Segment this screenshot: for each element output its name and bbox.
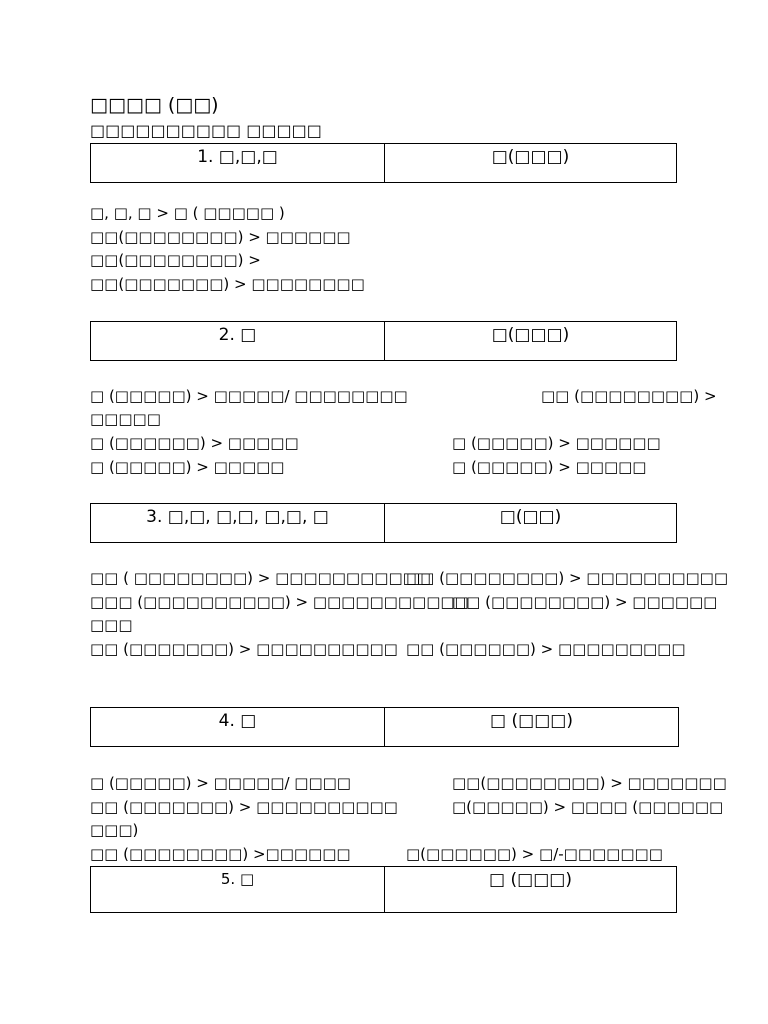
section-4-line-1: □ (□□□□□) > □□□□□/ □□□□ xyxy=(90,774,351,792)
section-1-left-cell: 1. □,□,□ xyxy=(197,147,278,167)
section-4-right-cell: □ (□□□) xyxy=(384,708,678,746)
section-2-right-cell: □(□□□) xyxy=(384,322,676,360)
section-4-header xyxy=(90,707,679,747)
section-3-line-4: □□ (□□□□□□□□) > □□□□□□ xyxy=(452,593,718,611)
section-4-line-6: □□ (□□□□□□□□) >□□□□□□ xyxy=(90,845,351,863)
section-3-header xyxy=(90,503,677,543)
section-3-line-2: □□ (□□□□□□□□) > □□□□□□□□□□ xyxy=(406,569,729,587)
section-2-line-4: □ (□□□□□□) > □□□□□ xyxy=(90,434,299,452)
section-2-line-1: □ (□□□□□) > □□□□□/ □□□□□□□□ xyxy=(90,387,408,405)
section-1-line-1: □, □, □ > □ ( □□□□□ ) xyxy=(90,204,285,222)
section-4-line-4: □(□□□□□) > □□□□ (□□□□□□ xyxy=(452,798,724,816)
section-3-line-1: □□ ( □□□□□□□□) > □□□□□□□□□□□ xyxy=(90,569,431,587)
section-1-line-4: □□(□□□□□□□) > □□□□□□□□ xyxy=(90,275,365,293)
section-5-left-cell: 5. □ xyxy=(220,870,255,888)
section-2-line-7: □ (□□□□□) > □□□□□ xyxy=(452,458,647,476)
section-1-header xyxy=(90,143,677,183)
section-4-line-5: □□□) xyxy=(90,821,139,839)
section-4-left-cell: 4. □ xyxy=(218,711,257,731)
section-2-left-cell: 2. □ xyxy=(218,325,257,345)
section-1-right-cell: □(□□□) xyxy=(384,144,676,182)
section-2-line-5: □ (□□□□□) > □□□□□□ xyxy=(452,434,661,452)
section-3-line-6: □□ (□□□□□□□) > □□□□□□□□□□ xyxy=(90,640,398,658)
section-2-header xyxy=(90,321,677,361)
section-5-header xyxy=(90,866,677,913)
section-4-line-2: □□(□□□□□□□□) > □□□□□□□ xyxy=(452,774,727,792)
section-3-left-cell: 3. □,□, □,□, □,□, □ xyxy=(146,507,329,527)
section-3-line-7: □□ (□□□□□□) > □□□□□□□□□ xyxy=(406,640,686,658)
section-4-line-3: □□ (□□□□□□□) > □□□□□□□□□□ xyxy=(90,798,398,816)
section-2-line-3: □□□□□ xyxy=(90,410,161,428)
section-5-right-cell: □ (□□□) xyxy=(384,867,676,912)
section-3-right-cell: □(□□) xyxy=(384,504,676,542)
document-subtitle: □□□□□□□□□□ □□□□□ xyxy=(90,121,322,140)
section-4-line-7: □(□□□□□□) > □/-□□□□□□□ xyxy=(406,845,663,863)
section-3-line-5: □□□ xyxy=(90,616,133,634)
section-2-line-2: □□ (□□□□□□□□) > xyxy=(541,387,717,405)
document-title: □□□□ (□□) xyxy=(90,94,219,116)
section-1-line-3: □□(□□□□□□□□) > xyxy=(90,251,261,269)
section-2-line-6: □ (□□□□□) > □□□□□ xyxy=(90,458,285,476)
section-3-line-3: □□□ (□□□□□□□□□□) > □□□□□□□□□□□ xyxy=(90,593,469,611)
section-1-line-2: □□(□□□□□□□□) > □□□□□□ xyxy=(90,228,351,246)
